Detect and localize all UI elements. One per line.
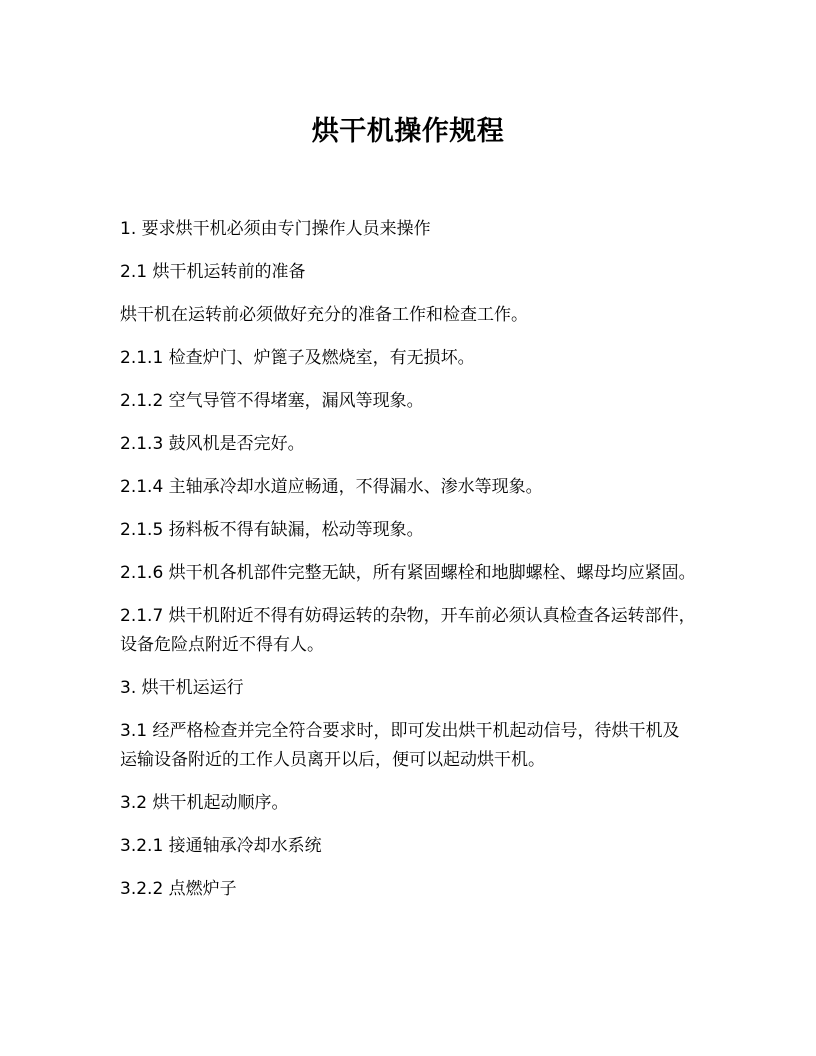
paragraph-3: 烘干机在运转前必须做好充分的准备工作和检查工作。 [120, 305, 528, 325]
paragraph-8: 2.1.5 扬料板不得有缺漏，松动等现象。 [120, 520, 424, 540]
document-title: 烘干机操作规程 [311, 116, 505, 147]
paragraph-6: 2.1.3 鼓风机是否完好。 [120, 434, 305, 454]
paragraph-12: 3.1 经严格检查并完全符合要求时，即可发出烘干机起动信号，待烘干机及运输设备附近的工作人员离开以后，便可以起动烘干机。 [120, 721, 680, 770]
paragraph-5: 2.1.2 空气导管不得堵塞，漏风等现象。 [120, 391, 424, 411]
document-body [120, 215, 696, 918]
paragraph-11: 3. 烘干机运运行 [120, 678, 244, 698]
paragraph-9: 2.1.6 烘干机各机部件完整无缺，所有紧固螺栓和地脚螺栓、螺母均应紧固。 [120, 563, 696, 583]
paragraph-4: 2.1.1 检查炉门、炉篦子及燃烧室，有无损坏。 [120, 348, 475, 368]
paragraph-14: 3.2.1 接通轴承冷却水系统 [120, 836, 322, 856]
paragraph-10: 2.1.7 烘干机附近不得有妨碍运转的杂物，开车前必须认真检查各运转部件，设备危险点附近不得有人。 [120, 606, 696, 655]
paragraph-2: 2.1 烘干机运转前的准备 [120, 262, 306, 282]
paragraph-13: 3.2 烘干机起动顺序。 [120, 793, 289, 813]
paragraph-1: 1. 要求烘干机必须由专门操作人员来操作 [120, 219, 431, 239]
paragraph-7: 2.1.4 主轴承冷却水道应畅通，不得漏水、渗水等现象。 [120, 477, 543, 497]
paragraph-15: 3.2.2 点燃炉子 [120, 879, 237, 899]
